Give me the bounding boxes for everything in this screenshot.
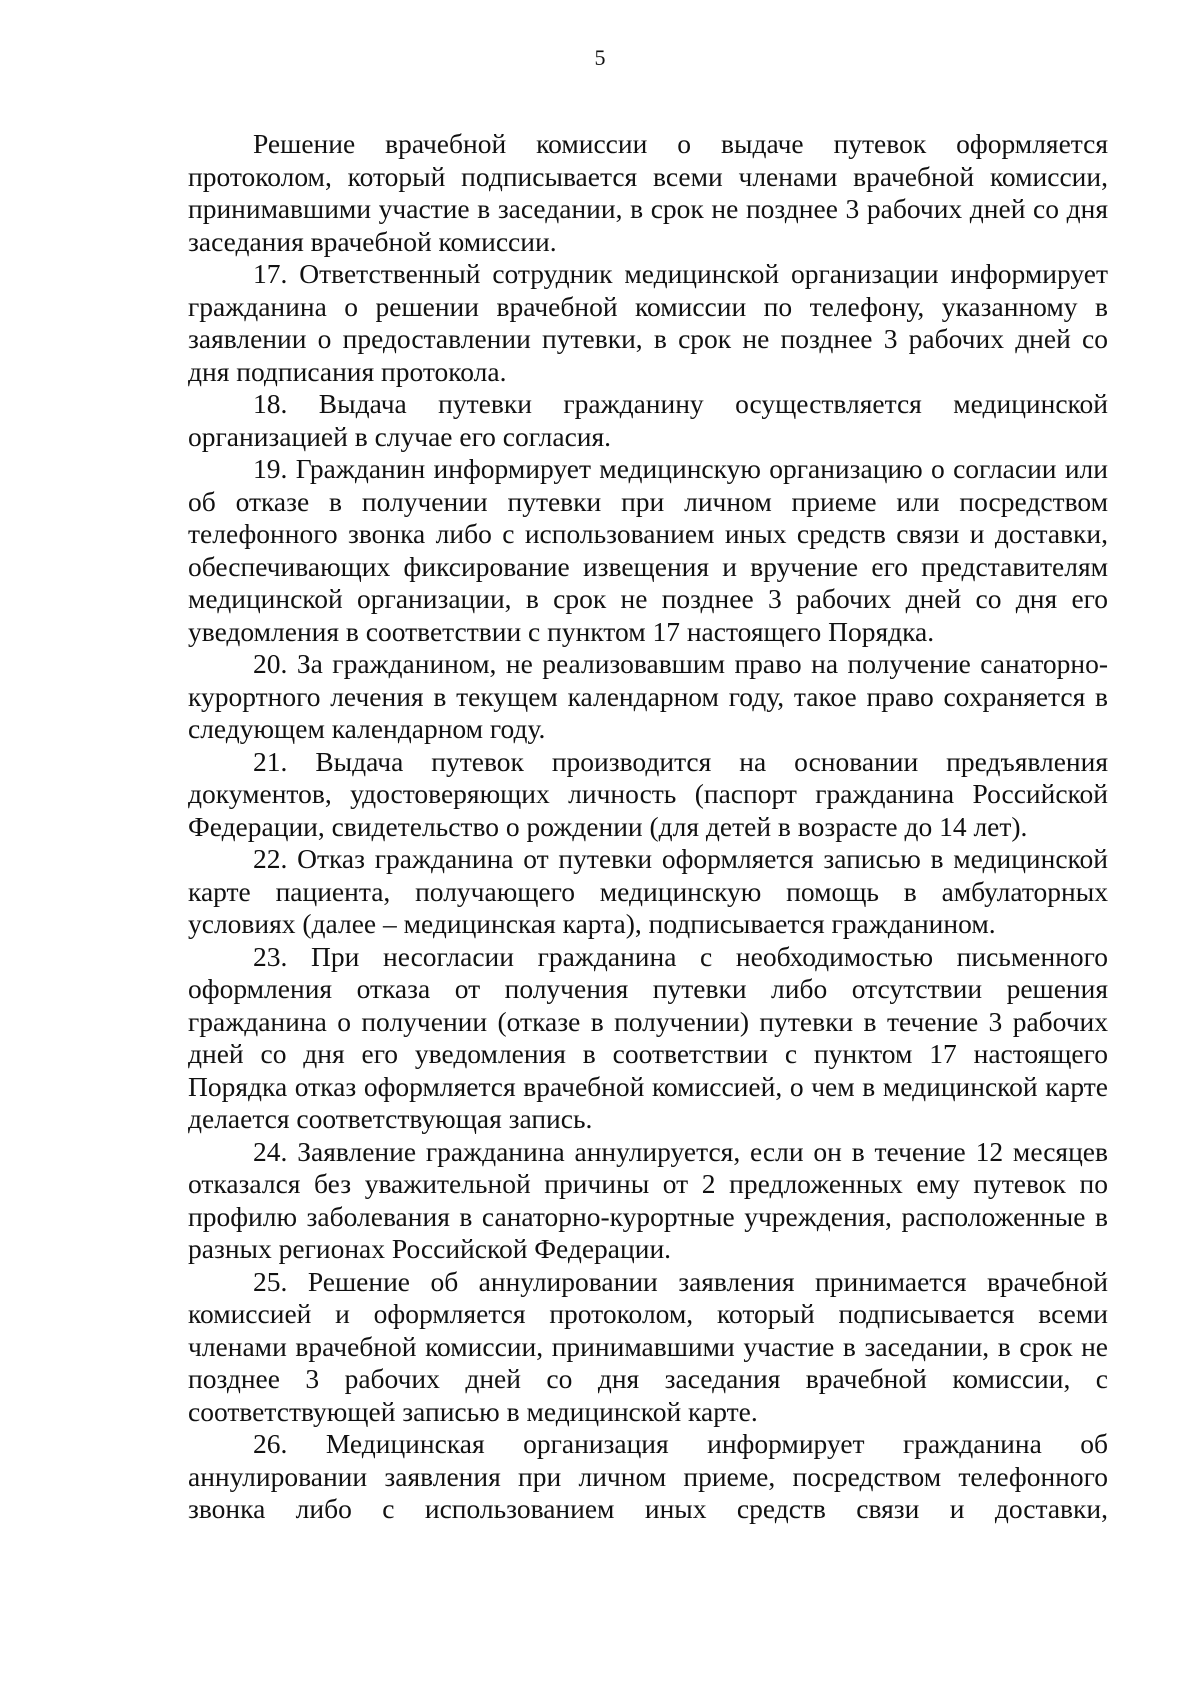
page-number: 5 [594, 45, 606, 70]
paragraph-item-23: 23. При несогласии гражданина с необходимостью письменного оформления отказа от получения путевки либо отсутствии решения гражданина о получении (отказе в получении) путевки в течение 3 рабочих дней со дня его уведомления в соответствии с пунктом 17 настоящего Порядка отказ оформляется врачебной комиссией, о чем в медицинской карте делается соответствующая запись. [188, 940, 1108, 1134]
paragraph-item-21: 21. Выдача путевок производится на основании предъявления документов, удостоверяющих личность (паспорт гражданина Российской Федерации, свидетельство о рождении (для детей в возрасте до 14 лет). [188, 745, 1108, 842]
paragraph-item-26: 26. Медицинская организация информирует гражданина об аннулировании заявления при личном приеме, посредством телефонного звонка либо с использованием иных средств связи и доставки, [188, 1428, 1108, 1524]
paragraph-commission-decision: Решение врачебной комиссии о выдаче путевок оформляется протоколом, который подписывается всеми членами врачебной комиссии, принимавшими участие в заседании, в срок не позднее 3 рабочих дней со дня заседания врачебной комиссии. [188, 128, 1108, 257]
paragraph-item-19: 19. Гражданин информирует медицинскую организацию о согласии или об отказе в получении путевки при личном приеме или посредством телефонного звонка либо с использованием иных средств связи и доставки, обеспечивающих фиксирование извещения и вручение его представителям медицинской организации, в срок не позднее 3 рабочих дней со дня его уведомления в соответствии с пунктом 17 настоящего Порядка. [188, 453, 1108, 647]
paragraph-item-22: 22. Отказ гражданина от путевки оформляется записью в медицинской карте пациента, получающего медицинскую помощь в амбулаторных условиях (далее – медицинская карта), подписывается гражданином. [188, 843, 1108, 939]
paragraph-item-24: 24. Заявление гражданина аннулируется, если он в течение 12 месяцев отказался без уважительной причины от 2 предложенных ему путевок по профилю заболевания в санаторно-курортные учреждения, расположенные в разных регионах Российской Федерации. [188, 1135, 1108, 1264]
paragraph-item-20: 20. За гражданином, не реализовавшим право на получение санаторно-курортного лечения в текущем календарном году, такое право сохраняется в следующем календарном году. [188, 648, 1108, 744]
document-body [188, 128, 1108, 1526]
paragraph-item-18: 18. Выдача путевки гражданину осуществляется медицинской организацией в случае его согласия. [188, 388, 1108, 452]
paragraph-item-25: 25. Решение об аннулировании заявления принимается врачебной комиссией и оформляется протоколом, который подписывается всеми членами врачебной комиссии, принимавшими участие в заседании, в срок не позднее 3 рабочих дней со дня заседания врачебной комиссии, с соответствующей записью в медицинской карте. [188, 1265, 1108, 1427]
paragraph-item-17: 17. Ответственный сотрудник медицинской организации информирует гражданина о решении врачебной комиссии по телефону, указанному в заявлении о предоставлении путевки, в срок не позднее 3 рабочих дней со дня подписания протокола. [188, 258, 1108, 387]
